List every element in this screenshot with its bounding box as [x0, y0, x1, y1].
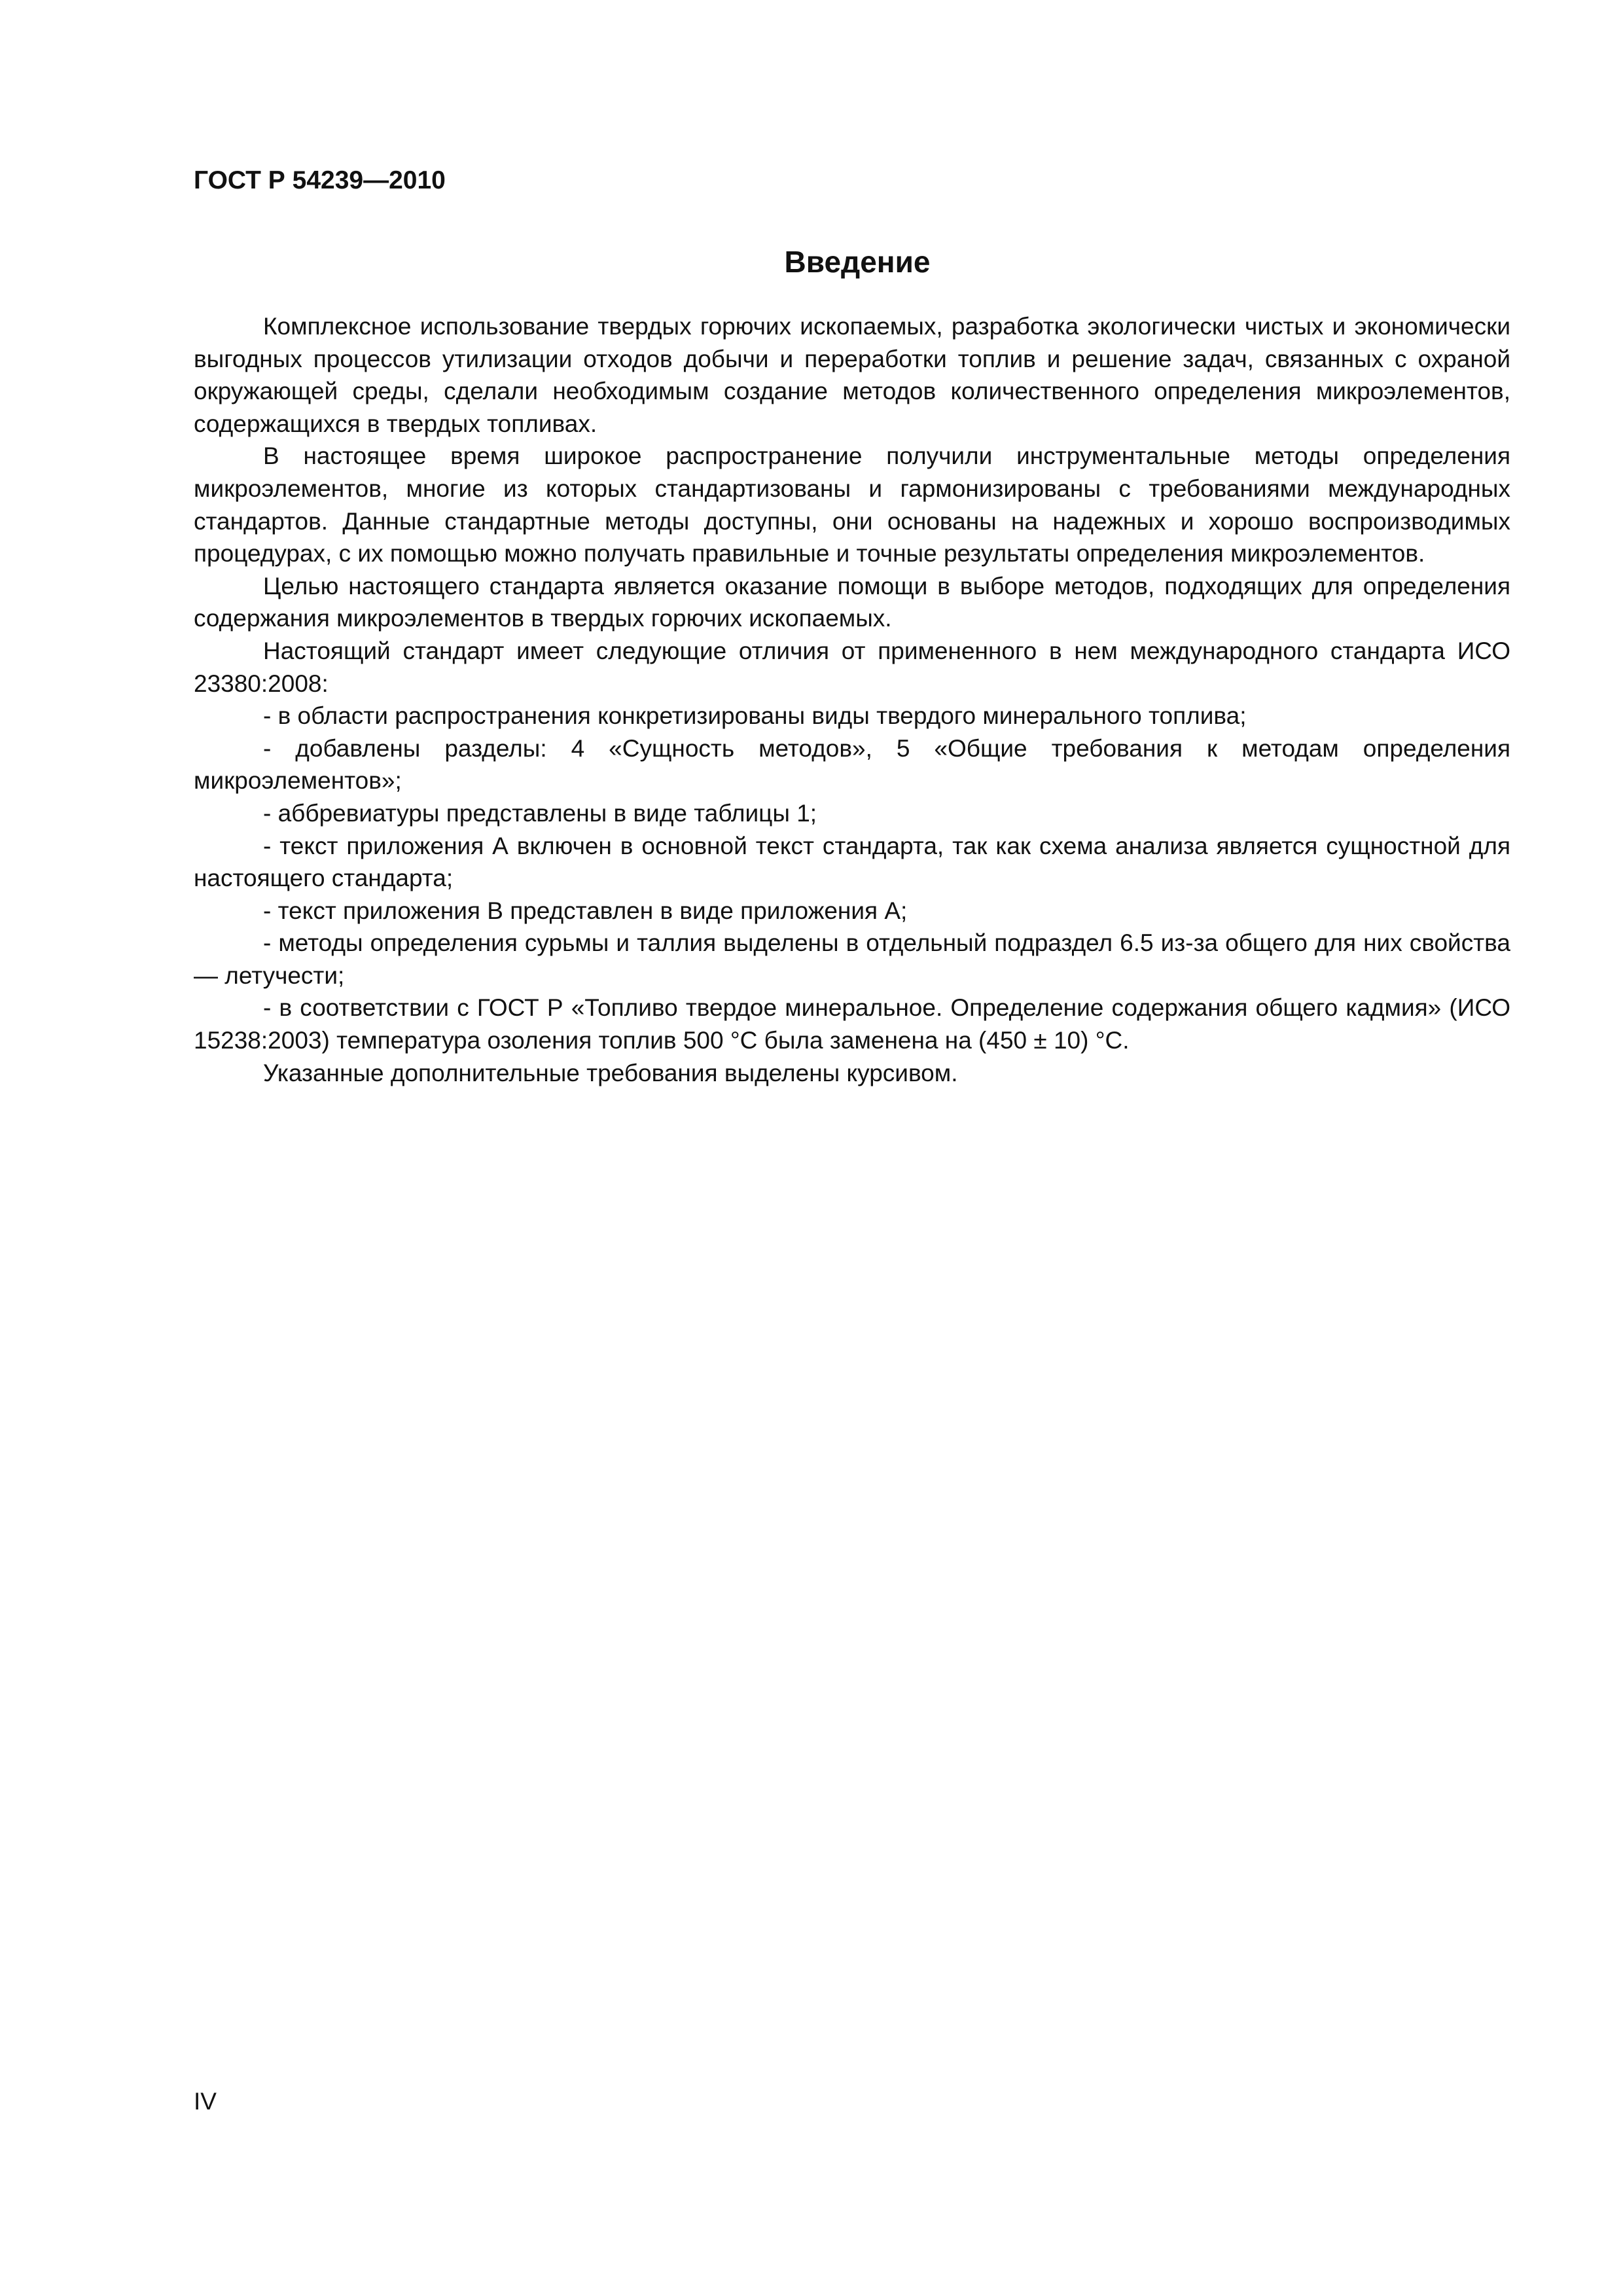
page-number: IV	[194, 2088, 217, 2115]
paragraph: В настоящее время широкое распространение получили инструментальные методы определения микроэлементов, многие из которых стандартизованы и гармонизированы с требованиями международных стандартов. Данные стандартные методы доступны, они основаны на надежных и хорошо воспроизводимых процедурах, с их помощью можно получать правильные и точные результаты определения микроэлементов.	[194, 442, 1510, 567]
list-item: - в области распространения конкретизированы виды твердого минерального топлива;	[263, 702, 1247, 730]
list-item: - текст приложения А включен в основной текст стандарта, так как схема анализа является сущностной для настоящего стандарта;	[194, 832, 1510, 892]
paragraph: Целью настоящего стандарта является оказание помощи в выборе методов, подходящих для определения содержания микроэлементов в твердых горючих ископаемых.	[194, 572, 1510, 632]
list-item: - аббревиатуры представлены в виде таблицы 1;	[263, 799, 817, 827]
paragraph: Комплексное использование твердых горючих ископаемых, разработка экологически чистых и экономически выгодных процессов утилизации отходов добычи и переработки топлив и решение задач, связанных с охраной окружающей среды, сделали необходимым создание методов количественного определения микроэлементов, содержащихся в твердых топливах.	[194, 313, 1510, 437]
list-item: - методы определения сурьмы и таллия выделены в отдельный подраздел 6.5 из-за общего для них свойства — летучести;	[194, 929, 1510, 989]
document-code: ГОСТ Р 54239—2010	[194, 166, 446, 194]
document-body	[194, 310, 1510, 1089]
list-item: - добавлены разделы: 4 «Сущность методов», 5 «Общие требования к методам определения микроэлементов»;	[194, 734, 1510, 795]
list-item: - в соответствии с ГОСТ Р «Топливо твердое минеральное. Определение содержания общего кадмия» (ИСО 15238:2003) температура озоления топлив 500 °С была заменена на (450 ± 10) °С.	[194, 994, 1510, 1054]
paragraph: Указанные дополнительные требования выделены курсивом.	[263, 1059, 958, 1086]
section-title: Введение	[784, 245, 931, 279]
list-item: - текст приложения В представлен в виде приложения А;	[263, 897, 908, 924]
paragraph: Настоящий стандарт имеет следующие отличия от примененного в нем международного стандарта ИСО 23380:2008:	[194, 637, 1510, 697]
